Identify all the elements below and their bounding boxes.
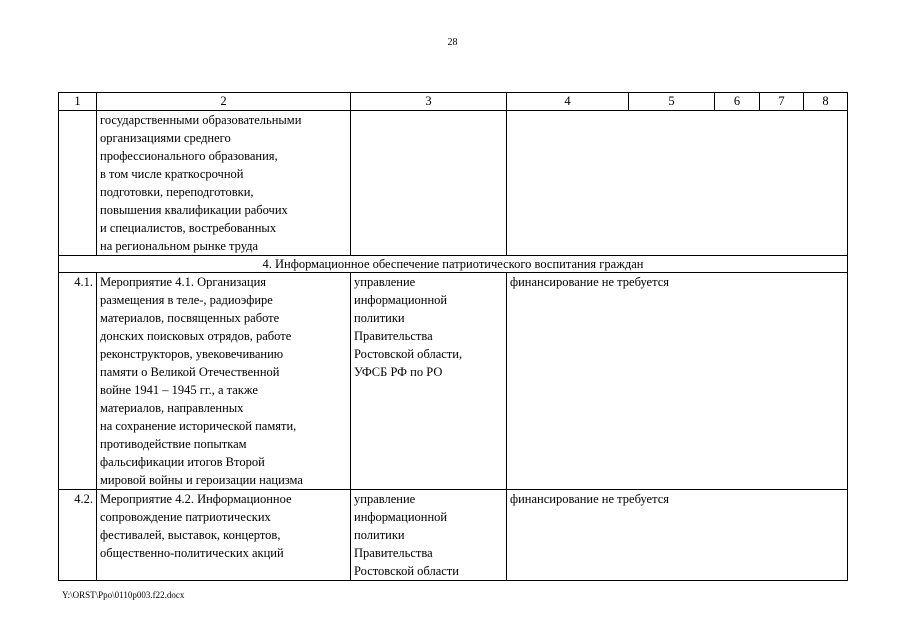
text-line: управление bbox=[354, 275, 416, 289]
text-line: информационной bbox=[354, 510, 448, 524]
text-line: политики bbox=[354, 311, 405, 325]
header-col-6: 6 bbox=[715, 93, 760, 111]
text-line: политики bbox=[354, 528, 405, 542]
text-line: сопровождение патриотических bbox=[100, 510, 271, 524]
text-line: организациями среднего bbox=[100, 131, 231, 145]
text-line: донских поисковых отрядов, работе bbox=[100, 329, 292, 343]
text-line: подготовки, переподготовки, bbox=[100, 185, 254, 199]
row-number: 4.2. bbox=[59, 490, 97, 581]
text-line: информационной bbox=[354, 293, 448, 307]
measure-row-4-1 bbox=[59, 273, 848, 490]
text-line: материалов, направленных bbox=[100, 401, 244, 415]
text-line: на сохранение исторической памяти, bbox=[100, 419, 297, 433]
continuation-financing-cell bbox=[507, 111, 848, 256]
text-line: материалов, посвященных работе bbox=[100, 311, 280, 325]
text-line: мировой войны и героизации нацизма bbox=[100, 473, 303, 487]
measure-row-4-2 bbox=[59, 490, 848, 581]
text-line: Правительства bbox=[354, 546, 433, 560]
header-col-3: 3 bbox=[351, 93, 507, 111]
continuation-row bbox=[59, 111, 848, 256]
financing-cell bbox=[507, 273, 848, 490]
header-col-2: 2 bbox=[97, 93, 351, 111]
text-line: государственными образовательными bbox=[100, 113, 302, 127]
header-col-8: 8 bbox=[804, 93, 848, 111]
text-line: профессионального образования, bbox=[100, 149, 278, 163]
continuation-number-cell bbox=[59, 111, 97, 256]
text-line: войне 1941 – 1945 гг., а также bbox=[100, 383, 258, 397]
header-col-1: 1 bbox=[59, 93, 97, 111]
text-line: противодействие попыткам bbox=[100, 437, 247, 451]
text-line: размещения в теле-, радиоэфире bbox=[100, 293, 273, 307]
event-description-cell bbox=[97, 273, 351, 490]
financing-text: финансирование не требуется bbox=[510, 275, 669, 289]
continuation-event-cell bbox=[97, 111, 351, 256]
measures-table bbox=[58, 92, 848, 581]
text-line: Мероприятие 4.1. Организация bbox=[100, 275, 267, 289]
section-title: 4. Информационное обеспечение патриотического воспитания граждан bbox=[59, 256, 848, 273]
text-line: повышения квалификации рабочих bbox=[100, 203, 288, 217]
text-line: и специалистов, востребованных bbox=[100, 221, 277, 235]
executor-cell bbox=[351, 273, 507, 490]
text-line: управление bbox=[354, 492, 416, 506]
header-col-7: 7 bbox=[760, 93, 804, 111]
header-col-4: 4 bbox=[507, 93, 629, 111]
financing-text: финансирование не требуется bbox=[510, 492, 669, 506]
text-line: Правительства bbox=[354, 329, 433, 343]
text-line: УФСБ РФ по РО bbox=[354, 365, 443, 379]
executor-cell bbox=[351, 490, 507, 581]
text-line: Ростовской области, bbox=[354, 347, 463, 361]
text-line: на региональном рынке труда bbox=[100, 239, 259, 253]
text-line: в том числе краткосрочной bbox=[100, 167, 244, 181]
text-line: Ростовской области bbox=[354, 564, 459, 578]
text-line: реконструкторов, увековечиванию bbox=[100, 347, 284, 361]
financing-cell bbox=[507, 490, 848, 581]
row-number: 4.1. bbox=[59, 273, 97, 490]
text-line: Мероприятие 4.2. Информационное bbox=[100, 492, 292, 506]
column-number-header-row bbox=[59, 93, 848, 111]
header-col-5: 5 bbox=[629, 93, 715, 111]
section-header-row bbox=[59, 256, 848, 273]
text-line: памяти о Великой Отечественной bbox=[100, 365, 280, 379]
continuation-executor-cell bbox=[351, 111, 507, 256]
text-line: фальсификации итогов Второй bbox=[100, 455, 265, 469]
text-line: общественно-политических акций bbox=[100, 546, 284, 560]
page-number: 28 bbox=[447, 37, 458, 48]
text-line: фестивалей, выставок, концертов, bbox=[100, 528, 281, 542]
event-description-cell bbox=[97, 490, 351, 581]
footer-file-path: Y:\ORST\Ppo\0110p003.f22.docx bbox=[62, 590, 185, 600]
